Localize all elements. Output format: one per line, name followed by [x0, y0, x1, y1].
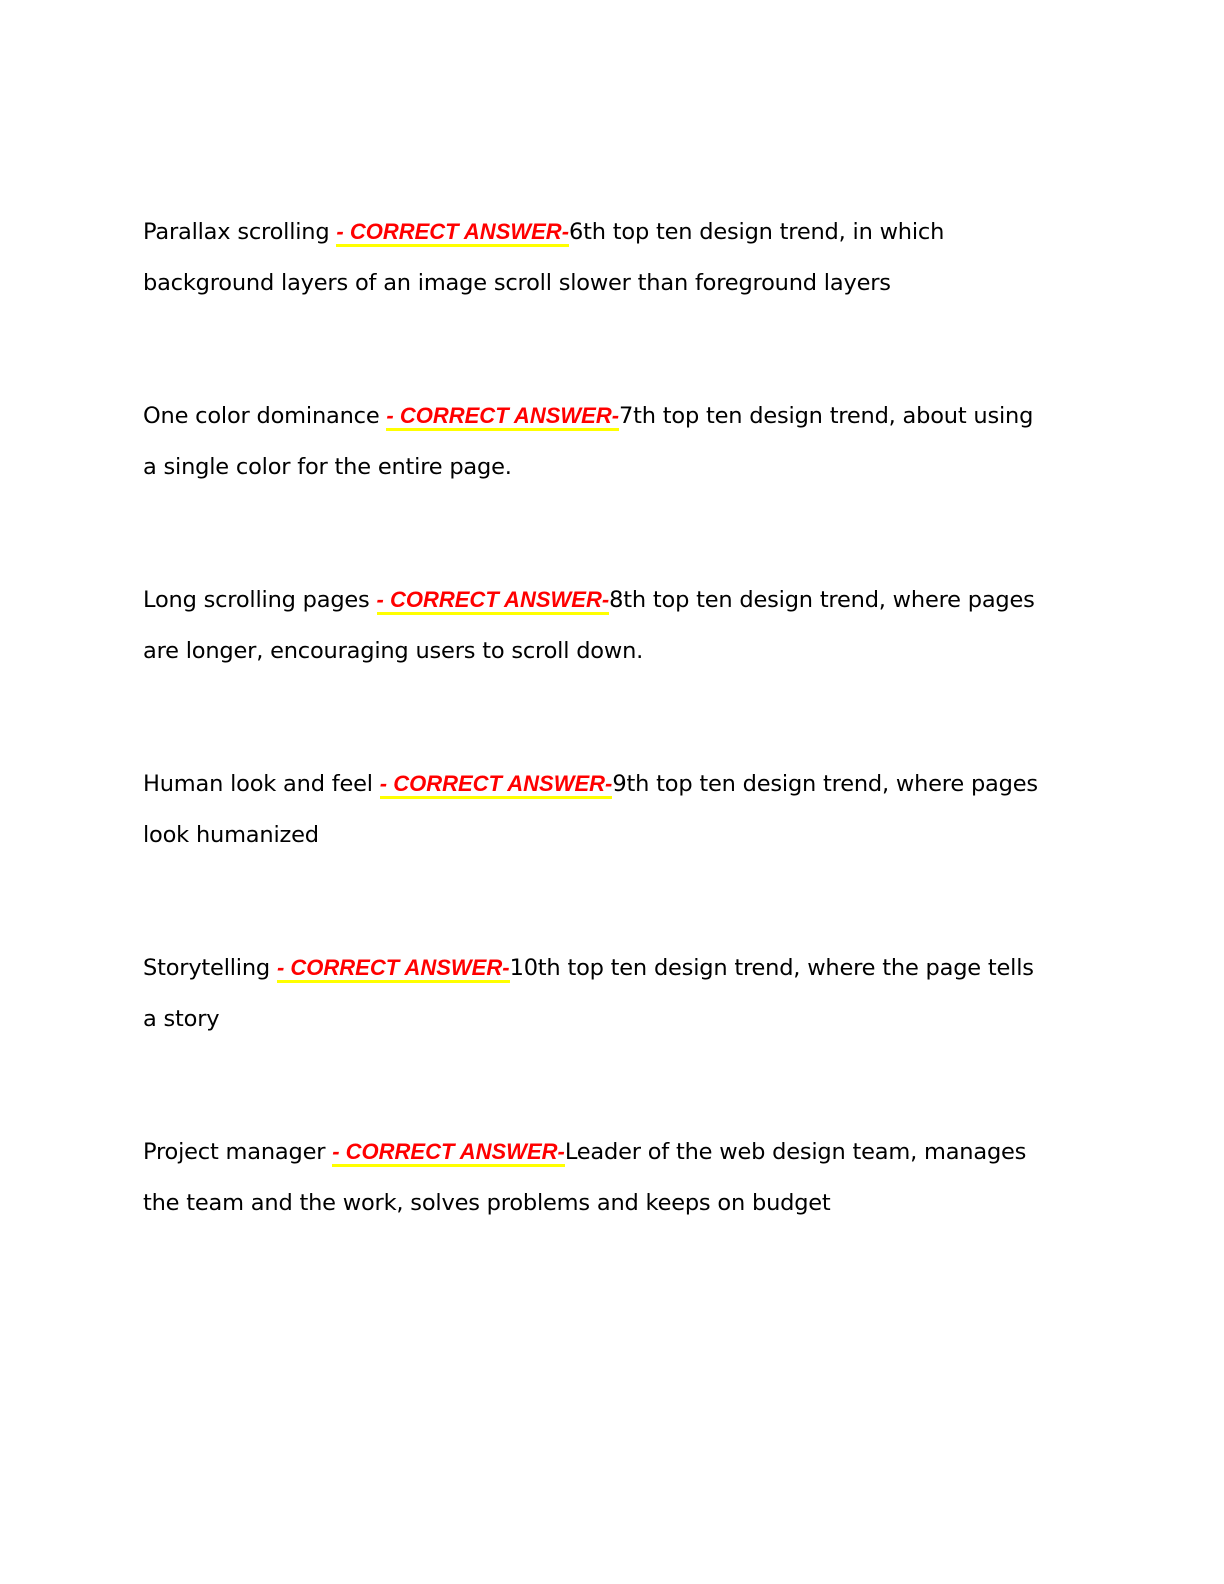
entry-term: Storytelling	[143, 955, 270, 981]
entry-definition: 7th top ten design trend, about using a single color for the entire page.	[143, 403, 1034, 480]
entry-definition: 8th top ten design trend, where pages are longer, encouraging users to scroll down.	[143, 587, 1035, 664]
entry-term: Parallax scrolling	[143, 219, 330, 245]
entry-term: One color dominance	[143, 403, 380, 429]
entry-term: Project manager	[143, 1139, 326, 1165]
entry-definition: Leader of the web design team, manages the team and the work, solves problems and keeps on budget	[143, 1139, 1027, 1216]
correct-answer-marker: - CORRECT ANSWER-	[377, 587, 610, 615]
qa-entry	[143, 942, 1043, 1044]
entry-term: Human look and feel	[143, 771, 373, 797]
entry-term: Long scrolling pages	[143, 587, 370, 613]
correct-answer-marker: - CORRECT ANSWER-	[386, 403, 619, 431]
correct-answer-marker: - CORRECT ANSWER-	[380, 771, 613, 799]
entry-definition: 9th top ten design trend, where pages look humanized	[143, 771, 1038, 848]
qa-entry	[143, 206, 1043, 308]
document-body	[143, 206, 1043, 1310]
qa-entry	[143, 758, 1043, 860]
entry-definition: 10th top ten design trend, where the page tells a story	[143, 955, 1034, 1032]
correct-answer-marker: - CORRECT ANSWER-	[332, 1139, 565, 1167]
correct-answer-marker: - CORRECT ANSWER-	[336, 219, 569, 247]
qa-entry	[143, 574, 1043, 676]
correct-answer-marker: - CORRECT ANSWER-	[277, 955, 510, 983]
qa-entry	[143, 1126, 1043, 1228]
qa-entry	[143, 390, 1043, 492]
entry-definition: 6th top ten design trend, in which background layers of an image scroll slower than foreground layers	[143, 219, 945, 296]
